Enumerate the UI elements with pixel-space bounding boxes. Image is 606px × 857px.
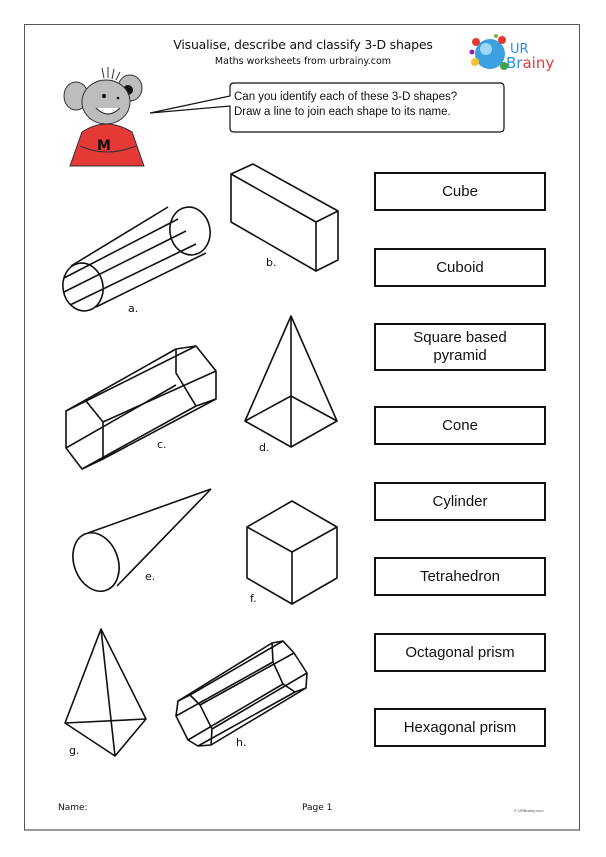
name-box-label: Cone (442, 416, 478, 434)
shape-label-b: b. (266, 256, 277, 269)
footer-page-number: Page 1 (302, 803, 333, 813)
svg-text:UR: UR (510, 42, 529, 57)
name-box-cube[interactable] (374, 172, 546, 211)
svg-text:M: M (97, 138, 111, 154)
name-box-label: Tetrahedron (419, 567, 501, 585)
shape-label-h: h. (236, 736, 247, 749)
worksheet-title: Visualise, describe and classify 3-D shapes (173, 37, 433, 52)
instruction-line-2: Draw a line to join each shape to its name. (234, 106, 451, 118)
footer-name-label: Name: (58, 803, 88, 813)
square-pyramid-icon (245, 316, 337, 447)
tetrahedron-icon (65, 629, 146, 756)
cylinder-icon (59, 204, 214, 314)
shape-label-g: g. (69, 744, 80, 757)
instruction-line-1: Can you identify each of these 3-D shapes? (234, 91, 458, 103)
octagonal-prism-icon (176, 641, 307, 746)
name-box-label: Hexagonal prism (403, 718, 517, 736)
shape-label-f: f. (250, 592, 257, 605)
name-box-label-line2: pyramid (433, 347, 487, 364)
name-box-cone[interactable] (374, 406, 546, 445)
shape-label-e: e. (145, 570, 156, 583)
name-box-cylinder[interactable] (374, 482, 546, 521)
shape-label-d: d. (259, 441, 270, 454)
cone-icon (65, 489, 211, 598)
hexagonal-prism-icon (66, 346, 216, 469)
cuboid-icon (231, 164, 338, 271)
shape-label-c: c. (157, 438, 167, 451)
svg-text:Brainy: Brainy (506, 54, 555, 72)
worksheet-subtitle: Maths worksheets from urbrainy.com (214, 56, 392, 67)
shape-label-a: a. (128, 302, 139, 315)
name-box-label: Octagonal prism (405, 643, 515, 661)
cube-icon (247, 501, 337, 604)
name-box-label: Square based (413, 329, 507, 346)
name-box-label: Cylinder (432, 492, 488, 510)
name-box-tetrahedron[interactable] (374, 557, 546, 596)
name-box-hexagonal-prism[interactable] (374, 708, 546, 747)
footer-copyright: © URBrainy.com (514, 808, 544, 813)
name-box-label: Cuboid (436, 258, 484, 276)
name-box-label: Cube (442, 182, 478, 200)
name-box-square-based-pyramid[interactable] (374, 323, 546, 371)
name-box-cuboid[interactable] (374, 248, 546, 287)
name-box-octagonal-prism[interactable] (374, 633, 546, 672)
